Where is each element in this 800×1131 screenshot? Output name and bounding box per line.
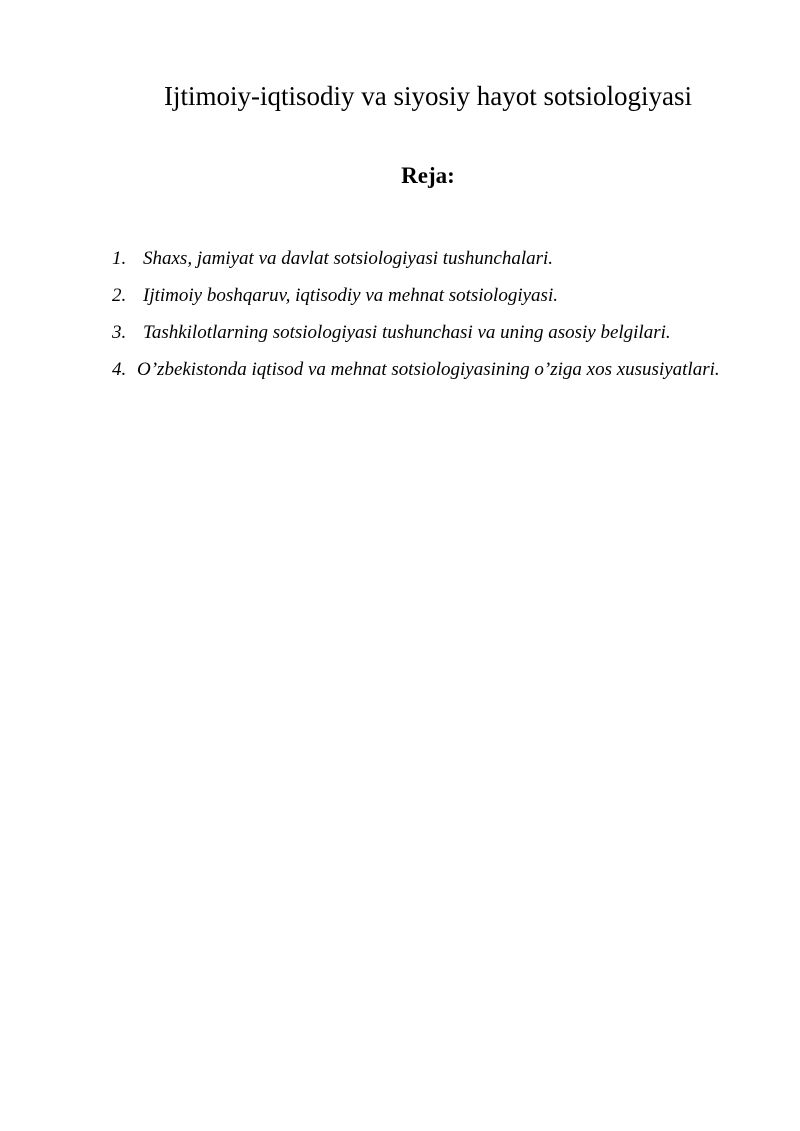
plan-item-number: 4. bbox=[112, 359, 127, 380]
plan-heading: Reja: bbox=[401, 163, 455, 188]
plan-list bbox=[112, 240, 742, 388]
plan-item-4 bbox=[112, 351, 742, 388]
plan-item-1 bbox=[112, 240, 742, 277]
plan-item-number: 1. bbox=[112, 248, 127, 269]
plan-item-number: 2. bbox=[112, 285, 127, 306]
plan-item-number: 3. bbox=[112, 322, 127, 343]
plan-item-text: Shaxs, jamiyat va davlat sotsiologiyasi tushunchalari. bbox=[143, 248, 554, 269]
document-title: Ijtimoiy-iqtisodiy va siyosiy hayot sotsiologiyasi bbox=[163, 81, 692, 111]
plan-item-2 bbox=[112, 277, 742, 314]
plan-item-text: Ijtimoiy boshqaruv, iqtisodiy va mehnat sotsiologiyasi. bbox=[143, 285, 558, 306]
plan-item-3 bbox=[112, 314, 742, 351]
plan-item-text: Tashkilotlarning sotsiologiyasi tushunchasi va uning asosiy belgilari. bbox=[143, 322, 671, 343]
plan-item-text: O’zbekistonda iqtisod va mehnat sotsiologiyasining o’ziga xos xususiyatlari. bbox=[137, 359, 720, 380]
